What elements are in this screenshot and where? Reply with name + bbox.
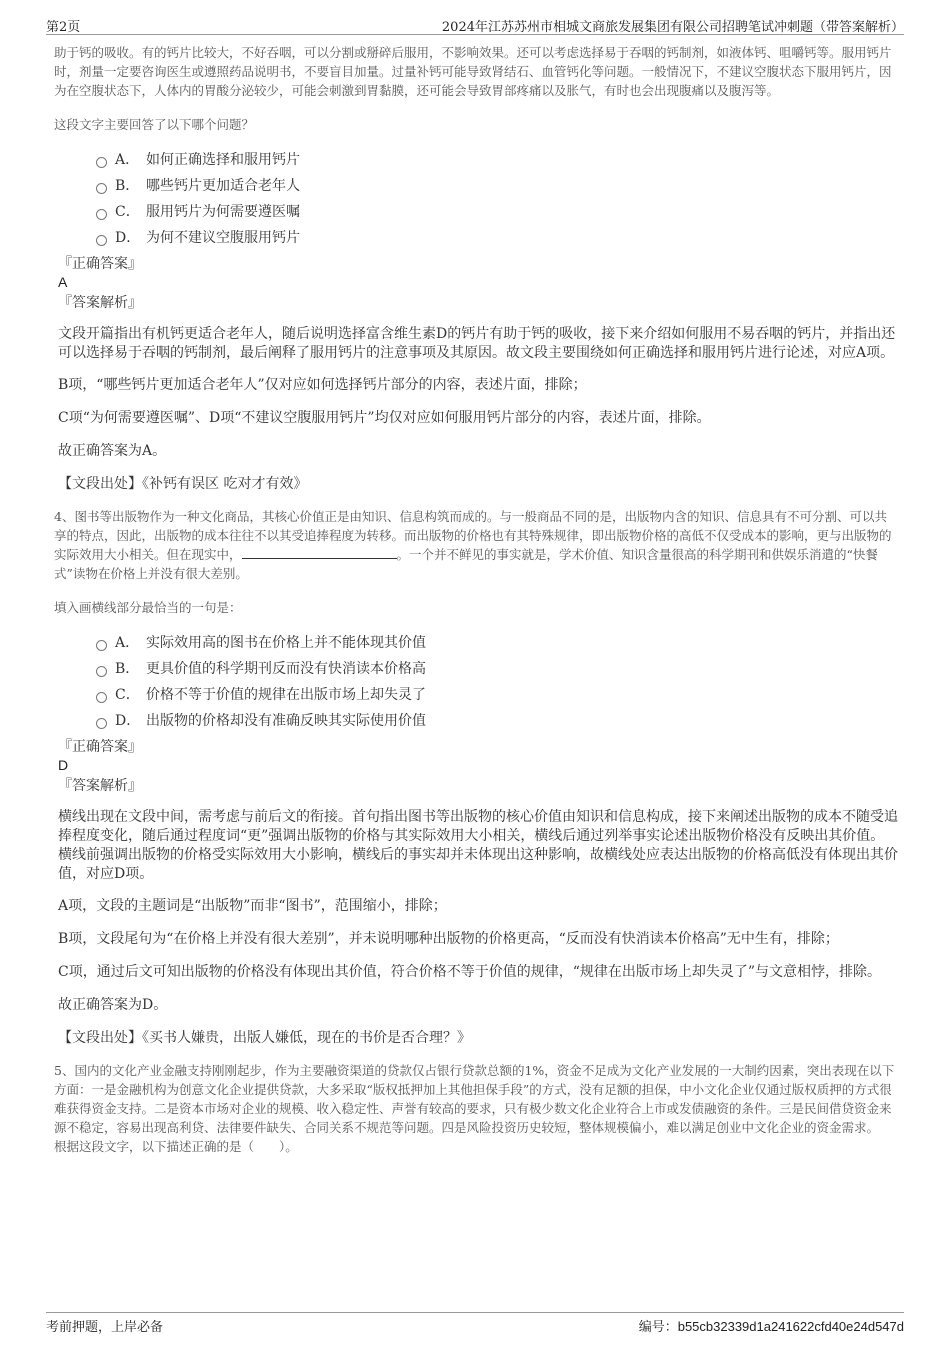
q4-option-b[interactable] [96, 656, 898, 682]
q3-analysis-paragraph: B项，“哪些钙片更加适合老年人”仅对应如何选择钙片部分的内容，表述片面，排除； [58, 377, 587, 393]
q4-analysis-label: 『答案解析』 [58, 778, 142, 794]
q4-option-c[interactable] [96, 682, 898, 708]
page-number: 第2页 [46, 20, 81, 35]
q4-analysis-paragraph: 横线出现在文段中间，需考虑与前后文的衔接。首句指出图书等出版物的核心价值由知识和信息构成，接下来阐述出版物的成本不随受追捧程度变化，随后通过程度词“更”强调出版物的价格与其实际效用大小相关，横线后通过列举事实论述出版物价格没有反映出其价值。横线前强调出版物的价格受实际效用大小影响，横线后的事实却并未体现出这种影响，故横线处应表达出版物的价格高低没有体现出其价值，对应D项。 [58, 809, 898, 882]
q3-option-d[interactable] [96, 225, 898, 251]
option-text: 价格不等于价值的规律在出版市场上却失灵了 [146, 687, 426, 703]
q4-analysis-paragraph: A项，文段的主题词是“出版物”而非“图书”，范围缩小，排除； [58, 898, 447, 914]
q4-passage-before: 4、图书等出版物作为一种文化商品，其核心价值正是由知识、信息构筑而成的。与一般商品不同的是，出版物内含的知识、信息具有不可分割、可以共享的特点，因此，出版物的成本往往不以其受追捧程度为转移。而出版物的价格也有其特殊规律，即出版物价格的高低不仅受成本的影响，更与出版物的实际效用大小相关。但在现实中， [54, 509, 892, 562]
q5-prompt: 根据这段文字，以下描述正确的是（ ）。 [54, 1139, 298, 1154]
footer-slogan: 考前押题，上岸必备 [46, 1320, 164, 1335]
radio-button-icon[interactable] [96, 157, 107, 168]
q3-option-c[interactable] [96, 199, 898, 225]
radio-button-icon[interactable] [96, 235, 107, 246]
radio-button-icon[interactable] [96, 640, 107, 651]
q4-passage [54, 507, 898, 583]
option-letter: B． [115, 178, 140, 194]
document-title: 2024年江苏苏州市相城文商旅发展集团有限公司招聘笔试冲刺题（带答案解析） [441, 20, 904, 35]
q3-analysis-paragraph: 文段开篇指出有机钙更适合老年人，随后说明选择富含维生素D的钙片有助于钙的吸收，接下来介绍如何服用不易吞咽的钙片，并指出还可以选择易于吞咽的钙制剂，最后阐释了服用钙片的注意事项及其原因。故文段主要围绕如何正确选择和服用钙片进行论述，对应A项。 [58, 326, 896, 361]
option-text: 服用钙片为何需要遵医嘱 [146, 204, 300, 220]
radio-button-icon[interactable] [96, 666, 107, 677]
q4-passage-after: 。一个并不鲜见的事实就是，学术价值、知识含量很高的科学期刊和供娱乐消遣的“快餐式”读物在价格上并没有很大差别。 [54, 547, 878, 581]
q4-analysis-paragraph: C项，通过后文可知出版物的价格没有体现出其价值，符合价格不等于价值的规律，“规律在出版市场上却失灵了”与文意相悖，排除。 [58, 964, 882, 980]
q3-option-a[interactable] [96, 147, 898, 173]
option-text: 出版物的价格却没有准确反映其实际使用价值 [146, 713, 426, 729]
q3-answer: A [58, 274, 68, 290]
q4-answer-label: 『正确答案』 [58, 739, 142, 755]
option-letter: C． [115, 687, 140, 703]
code-label: 编号： [638, 1320, 678, 1335]
q4-source: 【文段出处】《买书人嫌贵，出版人嫌低，现在的书价是否合理？》 [58, 1030, 471, 1046]
option-text: 为何不建议空腹服用钙片 [146, 230, 300, 246]
q5-passage: 5、国内的文化产业金融支持刚刚起步，作为主要融资渠道的贷款仅占银行贷款总额的1%，资金不足成为文化产业发展的一大制约因素，突出表现在以下方面：一是金融机构为创意文化企业提供贷款，大多采取“版权抵押加上其他担保手段”的方式，没有足额的担保，中小文化企业仅通过版权质押的方式很难获得资金支持。二是资本市场对企业的规模、收入稳定性、声誉有较高的要求，只有极少数文化企业符合上市或发债融资的条件。三是民间借贷资金来源不稳定，容易出现高利贷、法律要件缺失、合同关系不规范等问题。四是风险投资历史较短，整体规模偏小，难以满足创业中文化企业的资金需求。 [54, 1063, 895, 1135]
option-text: 哪些钙片更加适合老年人 [146, 178, 300, 194]
q3-prompt: 这段文字主要回答了以下哪个问题？ [54, 117, 255, 132]
q3-answer-label: 『正确答案』 [58, 256, 142, 272]
q4-answer: D [58, 757, 69, 773]
q4-prompt: 填入画横线部分最恰当的一句是： [54, 600, 242, 615]
option-text: 更具价值的科学期刊反而没有快消读本价格高 [146, 661, 426, 677]
option-letter: D． [115, 713, 141, 729]
radio-button-icon[interactable] [96, 209, 107, 220]
q3-analysis-label: 『答案解析』 [58, 295, 142, 311]
option-letter: D． [115, 230, 141, 246]
q4-analysis-paragraph: 故正确答案为D。 [58, 997, 168, 1013]
option-letter: A． [115, 152, 140, 168]
radio-button-icon[interactable] [96, 692, 107, 703]
q4-options [54, 630, 898, 734]
q3-analysis-paragraph: C项“为何需要遵医嘱”、D项“不建议空腹服用钙片”均仅对应如何服用钙片部分的内容，表述片面，排除。 [58, 410, 711, 426]
code-value: b55cb32339d1a241622cfd40e24d547d [677, 1319, 904, 1334]
q4-option-d[interactable] [96, 708, 898, 734]
document-body [54, 38, 898, 1156]
option-letter: A． [115, 635, 140, 651]
page-header [46, 14, 904, 35]
q3-option-b[interactable] [96, 173, 898, 199]
page-footer [46, 1312, 904, 1333]
radio-button-icon[interactable] [96, 183, 107, 194]
q3-options [54, 147, 898, 251]
option-letter: C． [115, 204, 140, 220]
q3-passage-tail: 助于钙的吸收。有的钙片比较大，不好吞咽，可以分割或掰碎后服用，不影响效果。还可以考虑选择易于吞咽的钙制剂，如液体钙、咀嚼钙等。服用钙片时，剂量一定要咨询医生或遵照药品说明书，不要盲目加量。过量补钙可能导致肾结石、血管钙化等问题。一般情况下，不建议空腹状态下服用钙片，因为在空腹状态下，人体内的胃酸分泌较少，可能会刺激到胃黏膜，还可能会导致胃部疼痛以及胀气，有时也会出现腹痛以及腹泻等。 [54, 45, 892, 98]
option-text: 如何正确选择和服用钙片 [146, 152, 300, 168]
q4-analysis-paragraph: B项，文段尾句为“在价格上并没有很大差别”，并未说明哪种出版物的价格更高，“反而没有快消读本价格高”无中生有，排除； [58, 931, 839, 947]
radio-button-icon[interactable] [96, 718, 107, 729]
option-text: 实际效用高的图书在价格上并不能体现其价值 [146, 635, 426, 651]
q3-source: 【文段出处】《补钙有误区 吃对才有效》 [58, 476, 308, 492]
fill-in-blank [242, 546, 397, 559]
q3-analysis-paragraph: 故正确答案为A。 [58, 443, 167, 459]
document-code [639, 1316, 904, 1335]
q4-option-a[interactable] [96, 630, 898, 656]
option-letter: B． [115, 661, 140, 677]
